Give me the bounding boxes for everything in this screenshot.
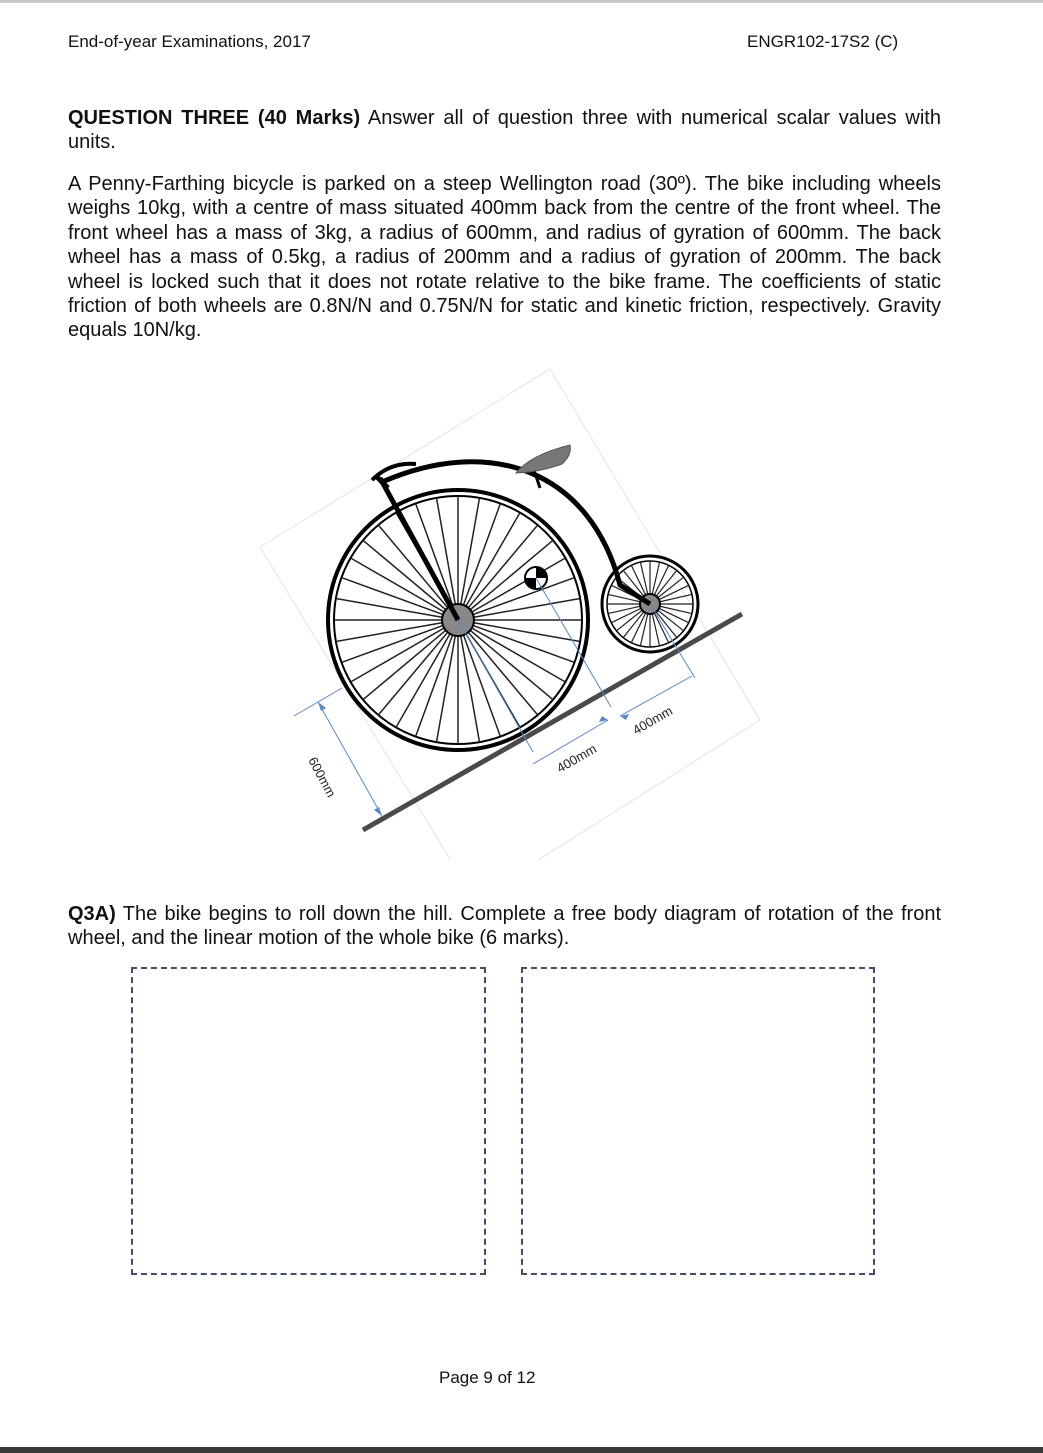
spoke (336, 599, 444, 618)
spoke (640, 562, 648, 595)
answer-box-front-wheel[interactable] (131, 967, 486, 1275)
spoke (608, 606, 641, 614)
answer-box-whole-bike[interactable] (521, 967, 875, 1275)
dim-guide-com (536, 578, 611, 707)
q3a-text: The bike begins to roll down the hill. Complete a free body diagram of rotation of the front wheel, and the linear motion of the whole bike (6 marks). (68, 903, 941, 950)
road-incline (363, 614, 742, 830)
page-bottom-bar (0, 1447, 1043, 1453)
spoke (437, 634, 456, 742)
question-title-bold: QUESTION THREE (40 Marks) (68, 107, 361, 129)
spoke (460, 634, 479, 742)
page-number: Page 9 of 12 (439, 1368, 536, 1387)
header-course-code: ENGR102-17S2 (C) (747, 32, 899, 51)
q3a-prompt (68, 902, 941, 951)
dim-com-label: 400mm (554, 740, 600, 776)
penny-farthing-diagram (250, 360, 770, 860)
backbone (382, 462, 650, 604)
question-title-instructions: Answer all of question three with numerical scalar values with units. (68, 107, 941, 154)
dim-radius-label: 600mm (305, 754, 339, 800)
com-quadrant-b (525, 578, 536, 589)
dim-back-label: 400mm (630, 702, 676, 738)
saddle (516, 445, 570, 473)
arrow-radius-bottom (374, 807, 382, 816)
fork (380, 478, 458, 620)
arrow-radius-top (318, 702, 326, 711)
spoke (640, 613, 648, 646)
spoke (460, 498, 479, 606)
spoke (336, 622, 444, 641)
q3a-label: Q3A) (68, 903, 116, 925)
header-exam-title: End-of-year Examinations, 2017 (68, 32, 311, 51)
com-quadrant-a (536, 567, 547, 578)
question-intro: A Penny-Farthing bicycle is parked on a steep Wellington road (30º). The bike including wheels weighs 10kg, with a centre of mass situated 400mm back from the centre of the front wheel. The front wheel has a mass of 3kg, a radius of 600mm, and radius of gyration of 600mm. The back wheel has a mass of 0.5kg, a radius of 200mm and a radius of gyration of 200mm. The back wheel is locked such that it does not rotate relative to the bike frame. The coefficients of static friction of both wheels are 0.8N/N and 0.75N/N for static and kinetic friction, respectively. Gravity equals 10N/kg. (68, 173, 941, 342)
spoke (659, 606, 692, 614)
spoke (652, 562, 660, 595)
page-top-rule (0, 0, 1043, 3)
spoke (472, 599, 580, 618)
question-title (68, 106, 941, 155)
